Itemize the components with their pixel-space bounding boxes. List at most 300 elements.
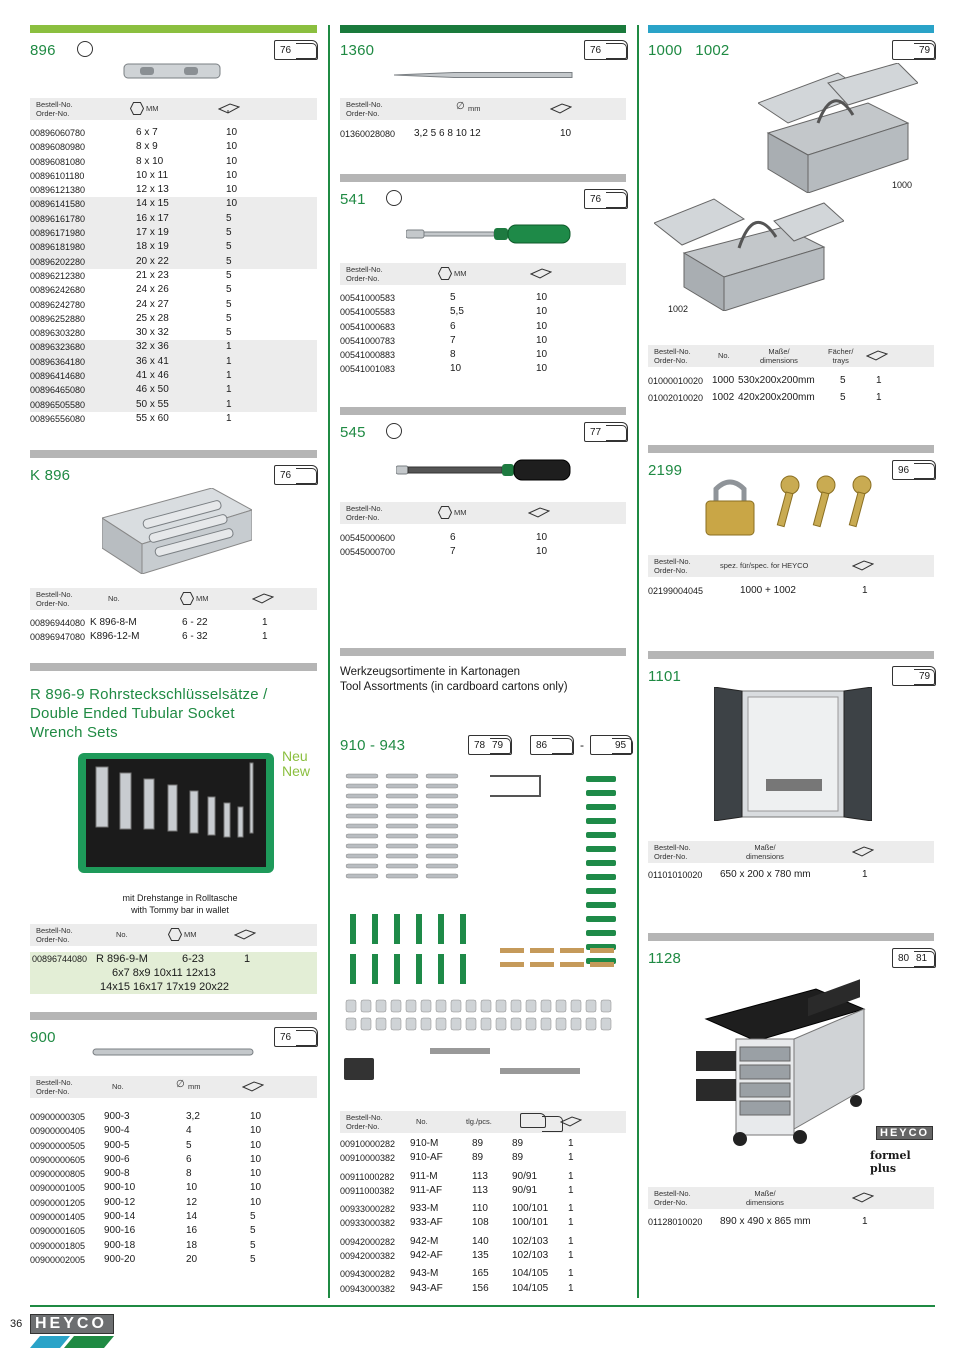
table-cell: 900-12 xyxy=(104,1196,136,1208)
table-row xyxy=(30,1124,317,1138)
table-cell: 00896171980 xyxy=(30,228,86,239)
table-header xyxy=(648,555,934,577)
circle-icon xyxy=(386,190,402,206)
table-row xyxy=(340,305,626,319)
table-cell: 90/91 xyxy=(512,1184,538,1196)
table-row xyxy=(340,1216,626,1230)
table-cell: 00900000505 xyxy=(30,1140,86,1151)
table-cell: 5 xyxy=(226,298,232,310)
section-1101 xyxy=(648,651,934,911)
circle-icon xyxy=(386,423,402,439)
caption-de: mit Drehstange in Rolltasche xyxy=(122,893,238,903)
header-no: No. xyxy=(718,351,730,360)
header-order-no: Bestell-No. Order-No. xyxy=(346,265,383,283)
section-title: 1000 1002 xyxy=(648,42,730,59)
table-cell: 00942000382 xyxy=(340,1251,396,1262)
table-row xyxy=(30,616,317,630)
table-row xyxy=(30,212,317,226)
table-cell: 00900000305 xyxy=(30,1112,86,1122)
table-header xyxy=(340,98,626,120)
table-cell: 00896121380 xyxy=(30,185,86,196)
table-cell: 10 xyxy=(250,1153,262,1165)
table-cell: 943-M xyxy=(410,1268,439,1280)
heading-en: Tool Assortments (in cardboard cartons only) xyxy=(340,681,568,693)
package-icon xyxy=(528,507,550,518)
table-1101 xyxy=(648,868,934,882)
wrench-set-box-image xyxy=(102,488,252,574)
table-cell: 1 xyxy=(568,1152,574,1164)
table-cell: 1 xyxy=(226,412,232,424)
table-cell: 1 xyxy=(568,1138,574,1149)
table-row xyxy=(648,391,934,405)
table-cell: 00896414680 xyxy=(30,371,86,382)
section-title: 1101 xyxy=(648,668,682,685)
table-cell: 00896323680 xyxy=(30,342,86,353)
header-no: No. xyxy=(116,930,128,939)
table-900 xyxy=(30,1110,317,1267)
header-trays: Fächer/ trays xyxy=(828,347,854,365)
table-cell: 00900002005 xyxy=(30,1254,86,1265)
package-icon xyxy=(530,268,552,279)
table-cell: 10 xyxy=(536,363,548,375)
table-header xyxy=(30,1076,317,1098)
table-row xyxy=(30,155,317,169)
book-icon: 95 xyxy=(590,735,632,755)
table-cell: 10 xyxy=(250,1182,262,1194)
section-900 xyxy=(30,1012,317,1302)
header-order-no: Bestell-No. Order-No. xyxy=(36,926,73,944)
formel-plus-logo: formel plus xyxy=(870,1149,911,1175)
table-cell: 10 xyxy=(226,198,238,210)
table-row xyxy=(30,1224,317,1238)
new-label: New xyxy=(282,763,311,779)
table-cell: 10 xyxy=(226,169,238,181)
table-cell: 00900001005 xyxy=(30,1183,86,1194)
table-cell: 8 x 9 xyxy=(136,141,158,153)
table-cell: 00943000282 xyxy=(340,1269,396,1280)
table-cell: 10 xyxy=(536,546,548,558)
book-icon: 76 xyxy=(274,1027,318,1047)
table-cell: 5 xyxy=(840,375,846,386)
section-bar xyxy=(30,450,317,458)
table-cell: 1 xyxy=(226,384,232,396)
table-cell: 113 xyxy=(472,1170,488,1182)
table-cell: 102/103 xyxy=(512,1235,549,1247)
table-row xyxy=(30,1196,317,1210)
table-cell: 135 xyxy=(472,1250,489,1262)
table-896 xyxy=(30,126,317,426)
header-order-no: Bestell-No. Order-No. xyxy=(654,347,691,365)
package-icon xyxy=(550,103,572,114)
catalog-reference[interactable] xyxy=(584,189,628,209)
package-icon xyxy=(234,929,256,940)
header-mm: MM xyxy=(454,269,467,278)
table-cell: 00896080980 xyxy=(30,142,86,153)
table-cell: 6 xyxy=(450,320,456,332)
spec: 1000 + 1002 xyxy=(740,585,796,596)
section-title: 910 - 943 xyxy=(340,737,406,754)
table-cell: 1 xyxy=(262,617,268,628)
table-cell: 1 xyxy=(226,341,232,353)
table-cell: 5 xyxy=(226,227,232,239)
table-cell: 3,2 xyxy=(186,1111,200,1122)
logo-swoosh xyxy=(30,1336,114,1348)
header-order-no: Bestell-No. Order-No. xyxy=(36,590,73,608)
circle-icon xyxy=(77,41,93,57)
table-1128 xyxy=(648,1215,934,1229)
section-bar xyxy=(648,933,934,941)
catalog-reference-range[interactable] xyxy=(530,735,632,755)
table-cell: 00896944080 xyxy=(30,618,86,628)
section-896 xyxy=(30,25,317,435)
table-row xyxy=(30,369,317,383)
tommy-bar-image xyxy=(92,1047,254,1057)
table-cell: 10 xyxy=(536,292,548,303)
table-cell: 14 xyxy=(186,1211,198,1223)
table-row xyxy=(340,127,626,141)
section-bar xyxy=(340,407,626,415)
table-cell: 10 xyxy=(186,1182,198,1194)
hexagon-icon xyxy=(438,506,452,519)
table-cell: 156 xyxy=(472,1282,489,1294)
table-cell: 17 x 19 xyxy=(136,227,169,239)
table-cell: 10 xyxy=(250,1139,262,1151)
catalog-reference[interactable] xyxy=(274,40,318,60)
title-line: R 896-9 Rohrsteckschlüsselsätze / xyxy=(30,686,268,703)
table-cell: 00896505580 xyxy=(30,399,86,410)
table-cell: 00900001805 xyxy=(30,1240,86,1251)
table-row xyxy=(340,291,626,305)
table-header xyxy=(340,1111,626,1133)
table-cell: 911-M xyxy=(410,1170,438,1182)
table-cell: 00545000600 xyxy=(340,533,396,543)
table-cell: 5 xyxy=(840,392,846,404)
table-row xyxy=(340,362,626,376)
table-cell: 110 xyxy=(472,1203,488,1215)
article-no: R 896-9-M xyxy=(96,953,148,965)
section-title: 2199 xyxy=(648,462,683,479)
table-cell: 900-20 xyxy=(104,1253,136,1265)
section-bar xyxy=(340,174,626,182)
catalog-reference[interactable] xyxy=(892,948,936,968)
table-cell: 1 xyxy=(226,355,232,367)
image-label-1000: 1000 xyxy=(892,180,913,190)
table-cell: 24 x 27 xyxy=(136,298,169,310)
table-row xyxy=(30,1110,317,1124)
diameter-icon: ∅ xyxy=(456,101,465,112)
header-dimensions: Maße/ dimensions xyxy=(746,1189,784,1207)
header-mm: mm xyxy=(468,104,481,113)
table-cell: 165 xyxy=(472,1268,489,1280)
book-icon: 79 xyxy=(892,40,936,60)
table-cell: 00896141580 xyxy=(30,199,86,210)
catalog-reference[interactable] xyxy=(892,460,936,480)
table-cell: 1 xyxy=(876,392,882,404)
table-row xyxy=(30,1167,317,1181)
dimensions: 650 x 200 x 780 mm xyxy=(720,869,811,880)
catalog-reference[interactable] xyxy=(892,40,936,60)
table-cell: 18 x 19 xyxy=(136,241,169,253)
table-cell: 1 xyxy=(226,398,232,410)
table-cell: 933-AF xyxy=(410,1217,443,1229)
table-cell: 900-3 xyxy=(104,1111,130,1122)
section-bar xyxy=(340,25,626,33)
catalog-reference[interactable] xyxy=(274,1027,318,1047)
table-row xyxy=(340,1202,626,1216)
table-row xyxy=(30,1181,317,1195)
package-icon xyxy=(866,350,888,361)
table-1360 xyxy=(340,127,626,141)
table-row xyxy=(30,169,317,183)
header-mm: MM xyxy=(454,508,467,517)
r896-row xyxy=(30,952,317,994)
table-cell: 900-18 xyxy=(104,1239,136,1251)
table-cell: 5 xyxy=(226,241,232,253)
table-row xyxy=(648,584,934,598)
sizes-row-2: 14x15 16x17 17x19 20x22 xyxy=(100,981,230,993)
table-cell: 00896161780 xyxy=(30,213,86,224)
table-row xyxy=(648,868,934,882)
section-bar xyxy=(340,648,626,656)
hexagon-icon xyxy=(168,928,182,941)
catalog-reference[interactable] xyxy=(468,735,512,755)
heading-de: Werkzeugsortimente in Kartonagen xyxy=(340,666,521,678)
table-cell: 14 x 15 xyxy=(136,198,169,210)
table-cell: 943-AF xyxy=(410,1282,443,1294)
section-title xyxy=(30,685,268,742)
neu-label: Neu xyxy=(282,748,308,764)
tool-box-1002-image xyxy=(654,193,844,311)
section-545 xyxy=(340,407,626,567)
table-cell: 55 x 60 xyxy=(136,412,169,424)
table-cell: K 896-8-M xyxy=(90,617,137,628)
table-header xyxy=(648,345,934,367)
section-title: 1128 xyxy=(648,950,682,967)
hexagon-icon xyxy=(438,267,452,280)
table-cell: 00933000382 xyxy=(340,1218,396,1229)
table-cell: K896-12-M xyxy=(90,631,140,643)
header-order-no: Bestell-No. Order-No. xyxy=(346,504,383,522)
table-cell: 8 xyxy=(186,1168,192,1180)
table-cell: 1 xyxy=(568,1203,574,1215)
table-cell: 01002010020 xyxy=(648,393,704,404)
table-cell: 24 x 26 xyxy=(136,284,169,296)
table-row xyxy=(340,334,626,348)
title-line: Wrench Sets xyxy=(30,724,118,741)
table-cell: 00896947080 xyxy=(30,632,86,643)
tool-assortment-image xyxy=(340,768,626,1098)
table-cell: 7 xyxy=(450,546,456,558)
section-1360 xyxy=(340,25,626,165)
book-icon: 76 xyxy=(584,40,628,60)
size-range: 6-23 xyxy=(182,953,205,965)
dimensions: 890 x 490 x 865 mm xyxy=(720,1216,811,1227)
table-row xyxy=(30,197,317,211)
section-1128 xyxy=(648,933,934,1253)
table-cell: 41 x 46 xyxy=(136,370,169,382)
header-mm: MM xyxy=(146,104,159,113)
flexible-nut-driver-image xyxy=(396,457,572,483)
header-order-no: Bestell-No. Order-No. xyxy=(654,557,691,575)
book-icon: 96 xyxy=(892,460,936,480)
table-cell: 108 xyxy=(472,1217,489,1229)
table-cell: 89 xyxy=(472,1138,484,1149)
header-spec: spez. für/spec. for HEYCO xyxy=(720,561,809,570)
table-cell: 5 xyxy=(226,327,232,339)
table-cell: 89 xyxy=(512,1138,524,1149)
nut-driver-image xyxy=(406,222,572,246)
table-cell: 50 x 55 xyxy=(136,398,169,410)
table-row xyxy=(30,255,317,269)
table-row xyxy=(340,531,626,545)
table-cell: 00896252880 xyxy=(30,313,86,324)
table-cell: 00896242680 xyxy=(30,285,86,296)
package-icon xyxy=(852,1192,874,1203)
table-cell: 530x200x200mm xyxy=(738,375,815,386)
table-cell: 00896303280 xyxy=(30,328,86,339)
table-header xyxy=(340,263,626,285)
book-icon xyxy=(520,1113,546,1128)
image-caption xyxy=(90,892,270,916)
table-header xyxy=(340,502,626,524)
order-no: 01360028080 xyxy=(340,129,396,139)
book-icon: 76 xyxy=(584,189,628,209)
table-row xyxy=(340,545,626,559)
table-cell: 00545000700 xyxy=(340,547,396,558)
header-order-no: Bestell-No. Order-No. xyxy=(36,100,73,118)
table-cell: 00541005583 xyxy=(340,307,396,318)
table-row xyxy=(30,240,317,254)
table-cell: 00900001205 xyxy=(30,1197,86,1208)
column-right xyxy=(648,0,934,1352)
table-cell: 00896081080 xyxy=(30,156,86,167)
table-cell: 420x200x200mm xyxy=(738,392,815,404)
table-cell: 10 xyxy=(536,320,548,332)
catalog-reference[interactable] xyxy=(274,465,318,485)
table-cell: 5 xyxy=(226,312,232,324)
sizes-row-1: 6x7 8x9 10x11 12x13 xyxy=(112,967,216,979)
table-cell: 12 xyxy=(186,1196,198,1208)
catalog-reference[interactable] xyxy=(584,40,628,60)
header-order-no: Bestell-No. Order-No. xyxy=(346,1113,383,1131)
header-no: No. xyxy=(416,1117,428,1126)
column-left xyxy=(30,0,317,1352)
table-cell: 5 xyxy=(226,212,232,224)
table-cell: 10 xyxy=(250,1125,262,1137)
package-icon xyxy=(242,1081,264,1092)
table-cell: 10 xyxy=(536,306,548,318)
table-cell: 21 x 23 xyxy=(136,269,169,281)
table-cell: 89 xyxy=(472,1152,484,1164)
table-row xyxy=(30,283,317,297)
table-row xyxy=(340,1151,626,1165)
table-cell: 10 xyxy=(536,532,548,543)
package-icon xyxy=(252,593,274,604)
catalog-reference[interactable] xyxy=(892,666,936,686)
header-no: No. xyxy=(108,594,120,603)
table-header xyxy=(30,98,317,120)
table-cell: 900-14 xyxy=(104,1211,136,1223)
table-cell: 1 xyxy=(568,1184,574,1196)
table-cell: 00896556080 xyxy=(30,413,86,424)
wall-cabinet-image xyxy=(714,687,872,821)
logo-text: HEYCO xyxy=(30,1314,114,1334)
table-cell: 36 x 41 xyxy=(136,355,169,367)
new-badge xyxy=(282,749,310,779)
column-divider xyxy=(328,25,330,1298)
header-order-no: Bestell-No. Order-No. xyxy=(654,1189,691,1207)
table-header xyxy=(30,588,317,610)
table-cell: 00933000282 xyxy=(340,1204,396,1215)
table-row xyxy=(30,630,317,644)
table-row xyxy=(340,1267,626,1281)
table-row xyxy=(340,1249,626,1263)
table-row xyxy=(30,126,317,140)
package-icon xyxy=(218,103,240,114)
section-bar xyxy=(648,25,934,33)
table-cell: 8 x 10 xyxy=(136,155,164,167)
table-cell: 00910000282 xyxy=(340,1139,396,1149)
table-cell: 5 xyxy=(250,1253,256,1265)
header-no: No. xyxy=(112,1082,124,1091)
image-label-1002: 1002 xyxy=(668,304,689,314)
heyco-footer-logo xyxy=(30,1314,114,1348)
table-cell: 5 xyxy=(186,1139,192,1151)
catalog-reference[interactable] xyxy=(584,422,628,442)
table-header xyxy=(648,1187,934,1209)
table-row xyxy=(30,1153,317,1167)
table-cell: 102/103 xyxy=(512,1250,549,1262)
table-cell: 1 xyxy=(568,1217,574,1229)
table-row xyxy=(30,312,317,326)
table-cell: 00541001083 xyxy=(340,364,396,375)
table-cell: 910-AF xyxy=(410,1152,443,1164)
order-no: 00896744080 xyxy=(32,954,88,964)
quantity: 1 xyxy=(862,585,868,596)
table-row xyxy=(340,320,626,334)
section-title: 1360 xyxy=(340,42,375,59)
table-cell: 113 xyxy=(472,1184,488,1196)
section-bar xyxy=(30,25,317,33)
hexagon-icon xyxy=(180,592,194,605)
table-header xyxy=(648,841,934,863)
table-row xyxy=(30,412,317,426)
table-cell: 46 x 50 xyxy=(136,384,169,396)
table-row xyxy=(340,1170,626,1184)
table-cell: 00896212380 xyxy=(30,270,86,281)
order-no: 01101010020 xyxy=(648,870,703,880)
table-cell: 30 x 32 xyxy=(136,327,169,339)
table-k896 xyxy=(30,616,317,645)
section-title: 900 xyxy=(30,1029,56,1046)
table-cell: 6 xyxy=(450,532,456,543)
section-bar xyxy=(648,651,934,659)
table-cell: 00910000382 xyxy=(340,1153,396,1164)
table-cell: 20 x 22 xyxy=(136,255,169,267)
table-cell: 900-16 xyxy=(104,1225,136,1237)
book-icon: 79 xyxy=(892,666,936,686)
table-cell: 5,5 xyxy=(450,306,464,318)
package-icon xyxy=(560,1116,582,1127)
sizes: 3,2 5 6 8 10 12 xyxy=(414,128,481,139)
header-pieces: tlg./pcs. xyxy=(466,1117,492,1126)
section-assortments xyxy=(340,648,626,1298)
table-541 xyxy=(340,291,626,377)
table-cell: 00896060780 xyxy=(30,128,86,138)
table-row xyxy=(340,1235,626,1249)
title-line: Double Ended Tubular Socket xyxy=(30,705,235,722)
table-cell: 6 - 22 xyxy=(182,617,208,628)
